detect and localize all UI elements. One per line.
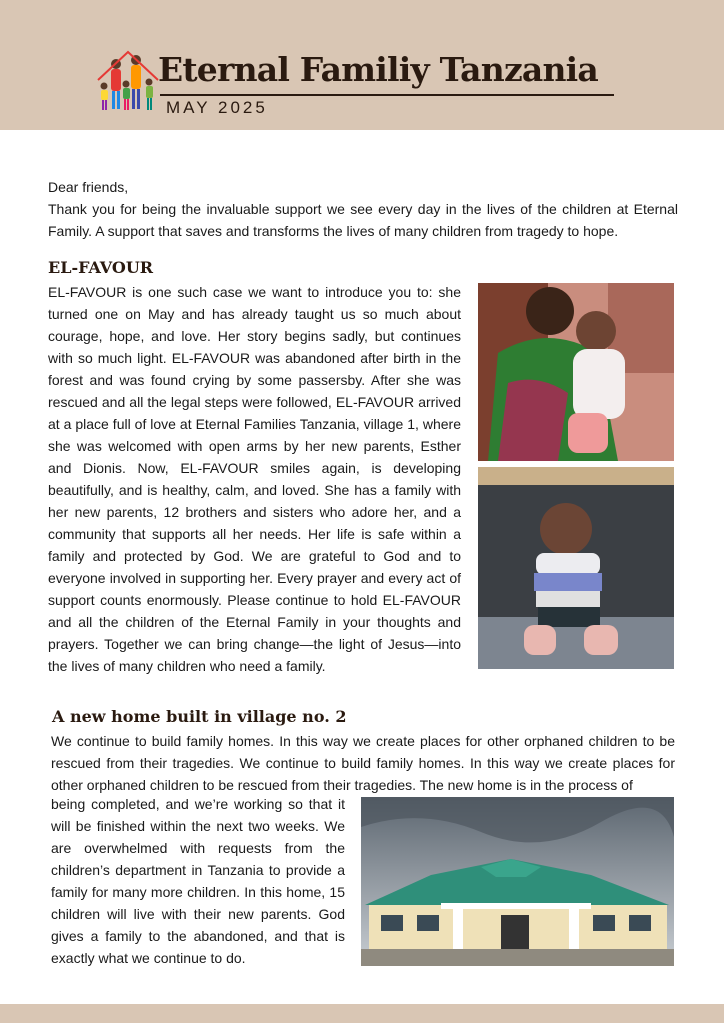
photo-baby-on-sofa [478, 467, 674, 669]
new-home-body: being completed, and we’re working so that it will be finished within the next two weeks. We are overwhelmed with requests from the children’s department in Tanzania to provide a family for many more children. In this home, 15 children will live with their new parents. God gives a family to the abandoned, and that is exactly what we continue to do. [51, 796, 345, 966]
header-band [0, 0, 724, 130]
section-heading-el-favour: EL-FAVOUR [48, 258, 154, 277]
footer-band [0, 1004, 724, 1023]
el-favour-story: EL-FAVOUR is one such case we want to introduce you to: she turned one on May and has already taught us so much about courage, hope, and love. Her story begins sadly, but continues with so much light. EL-FAVOUR was abandoned after birth in the forest and was found crying by some passersby. After she was rescued and all the legal steps were followed, EL-FAVOUR arrived at a place full of love at Eternal Families Tanzania, village 1, where she was welcomed with open arms by her new parents, Esther and Dionis. Now, EL-FAVOUR smiles again, is developing beautifully, and is healthy, calm, and loved. She has a family with her new parents, 12 brothers and sisters who adore her, and a community that supports all her needs. Her life is safe within a family and protected by God. We are grateful to God and to everyone involved in supporting her. Every prayer and every act of support counts enormously. Please continue to hold EL-FAVOUR and all the children of the Eternal Family in your thoughts and prayers. Together we can bring change—the light of Jesus—into the lives of many children who need a family. [48, 284, 461, 674]
title-divider [160, 94, 614, 96]
family-logo-icon [96, 50, 160, 116]
intro-text: Thank you for being the invaluable support we see every day in the lives of the children at Eternal Family. A support that saves and transforms the lives of many children from tragedy to hope. [48, 201, 678, 239]
greeting: Dear friends, [48, 179, 129, 195]
newsletter-title: Eternal Familiy Tanzania [158, 50, 598, 89]
issue-date: MAY 2025 [166, 98, 268, 117]
new-home-intro: We continue to build family homes. In this way we create places for other orphaned children to be rescued from their tragedies. We continue to build family homes. In this way we create places for other orphaned children to be rescued from their tragedies. The new home is in the process of [51, 733, 675, 793]
section-heading-new-home: A new home built in village no. 2 [52, 707, 347, 726]
photo-mother-feeding-baby [478, 283, 674, 461]
photo-new-family-home [361, 797, 674, 966]
